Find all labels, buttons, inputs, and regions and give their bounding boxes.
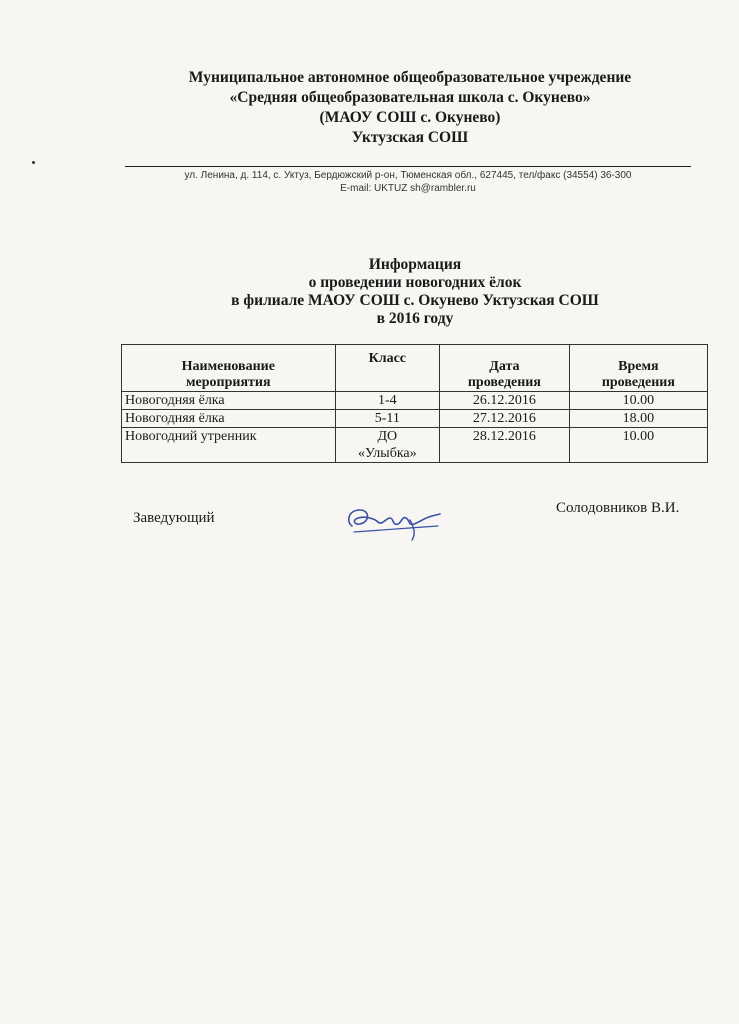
signatory-role: Заведующий <box>133 510 215 526</box>
header-class: Класс <box>335 345 439 392</box>
title-line-1: Информация <box>368 256 462 273</box>
event-name-cell: Новогодняя ёлка <box>122 410 336 428</box>
table-row <box>122 410 708 428</box>
header-event-name: Наименование мероприятия <box>122 345 336 392</box>
org-name-line-2: «Средняя общеобразовательная школа с. Окунево» <box>229 89 591 106</box>
class-cell: ДО «Улыбка» <box>335 428 439 463</box>
contact-address <box>125 169 691 195</box>
header-date: Дата проведения <box>440 345 570 392</box>
date-cell: 27.12.2016 <box>440 410 570 428</box>
time-cell: 10.00 <box>569 428 707 463</box>
time-cell: 18.00 <box>569 410 707 428</box>
date-cell: 26.12.2016 <box>440 392 570 410</box>
title-line-3: в филиале МАОУ СОШ с. Окунево Уктузская СОШ <box>231 292 599 309</box>
scan-speck <box>32 161 35 164</box>
table-row <box>122 392 708 410</box>
events-table <box>121 344 708 463</box>
header-time: Время проведения <box>569 345 707 392</box>
email-line: E-mail: UKTUZ sh@rambler.ru <box>340 183 476 194</box>
document-title <box>110 256 720 328</box>
title-line-2: о проведении новогодних ёлок <box>308 274 522 291</box>
letterhead <box>120 68 700 148</box>
date-cell: 28.12.2016 <box>440 428 570 463</box>
title-line-4: в 2016 году <box>376 310 454 327</box>
table-row <box>122 428 708 463</box>
table-header-row <box>122 345 708 392</box>
org-name-line-1: Муниципальное автономное общеобразовательное учреждение <box>188 69 632 86</box>
letterhead-divider <box>125 166 691 167</box>
class-cell: 1-4 <box>335 392 439 410</box>
event-name-cell: Новогодняя ёлка <box>122 392 336 410</box>
class-cell: 5-11 <box>335 410 439 428</box>
signatory-name: Солодовников В.И. <box>556 500 680 516</box>
org-name-line-3: (МАОУ СОШ с. Окунево) <box>319 109 501 126</box>
handwritten-signature <box>340 498 450 542</box>
time-cell: 10.00 <box>569 392 707 410</box>
org-name-line-4: Уктузская СОШ <box>351 129 469 146</box>
address-line: ул. Ленина, д. 114, с. Уктуз, Бердюжский р-он, Тюменская обл., 627445, тел/факс (34554) 36-300 <box>184 170 632 181</box>
event-name-cell: Новогодний утренник <box>122 428 336 463</box>
